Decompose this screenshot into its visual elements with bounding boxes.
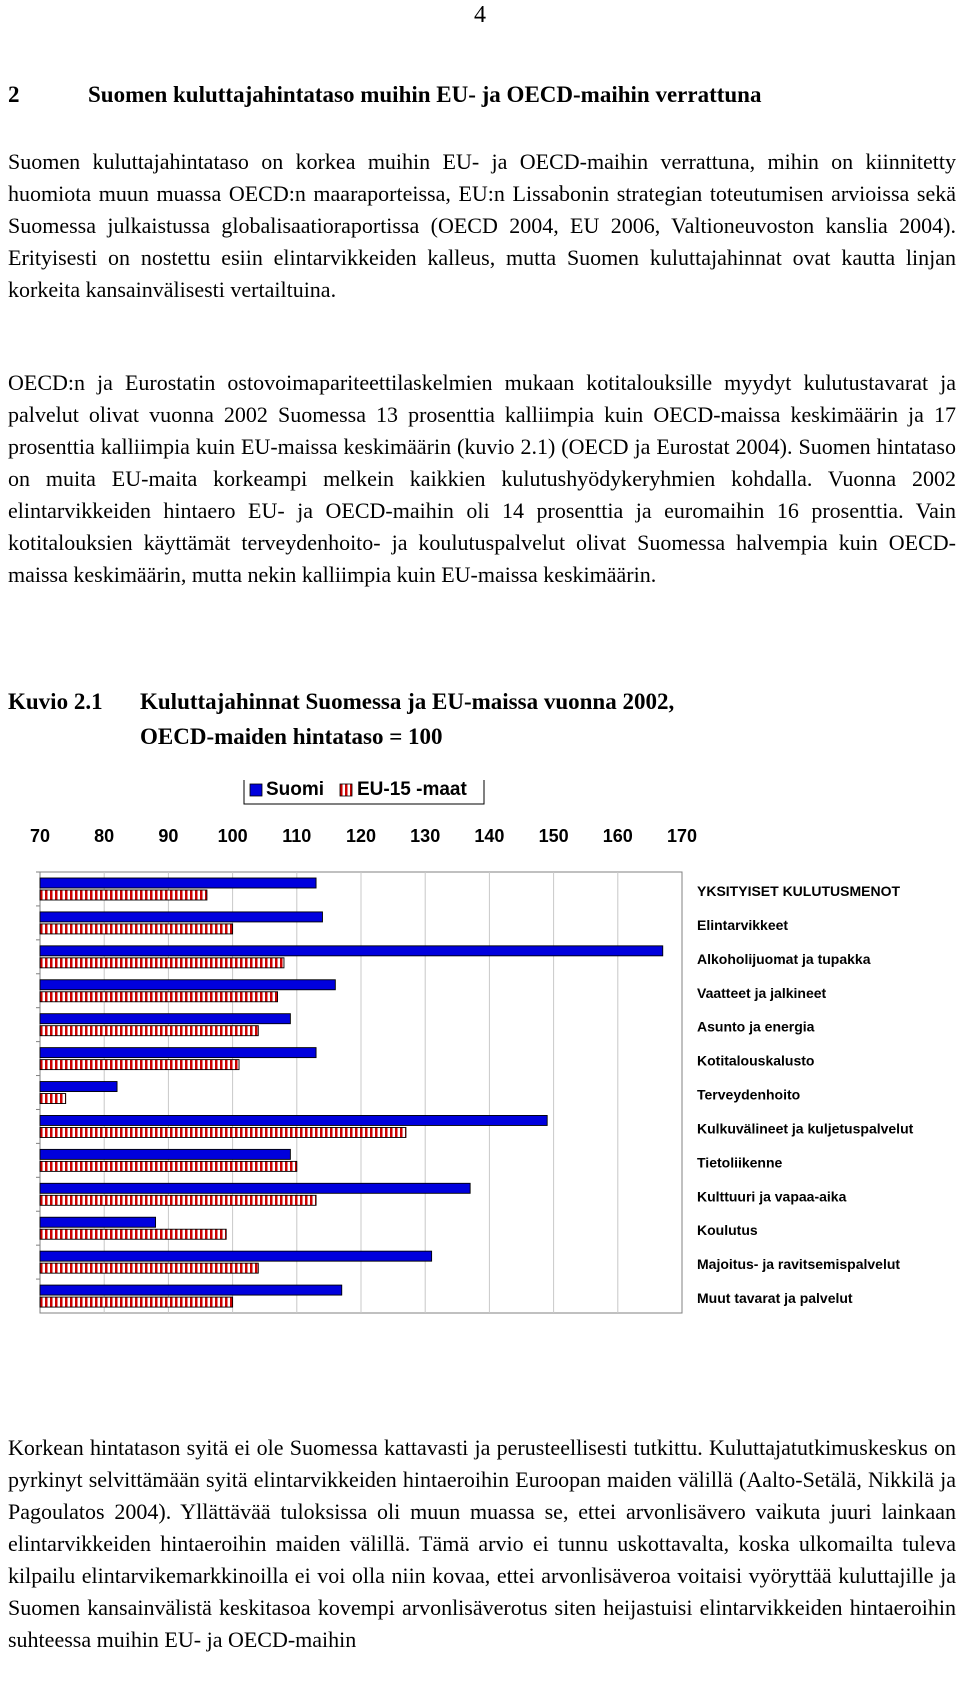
legend-swatch-suomi — [250, 784, 262, 796]
category-label: Tietoliikenne — [697, 1154, 783, 1171]
bar-eu15 — [40, 1195, 316, 1205]
x-tick-label: 70 — [29, 826, 51, 846]
page-number: 4 — [474, 2, 486, 28]
category-label: Asunto ja energia — [697, 1018, 815, 1035]
bar-eu15 — [40, 1161, 297, 1171]
x-tick-label: 140 — [474, 826, 505, 846]
x-tick-label: 160 — [602, 826, 633, 846]
price-level-chart — [0, 780, 960, 1340]
category-label: Kulkuvälineet ja kuljetuspalvelut — [697, 1120, 914, 1137]
paragraph-intro: Suomen kuluttajahintataso on korkea muihin EU- ja OECD-maihin verrattuna, mihin on kiinnitetty huomiota muun muassa OECD:n maaraporteissa, EU:n Lissabonin strategian toteutumisen arvioissa sekä Suomessa julkaistussa globalisaatioraportissa (OECD 2004, EU 2006, Valtioneuvoston kanslia 2004). Erityisesti on nostettu esiin elintarvikkeiden kalleus, mutta Suomen kuluttajahinnat ovat kautta linjan korkeita kansainvälisesti vertailtuina. — [8, 149, 956, 302]
section-number: 2 — [8, 82, 20, 107]
figure-title-line1: Kuluttajahinnat Suomessa ja EU-maissa vuonna 2002, — [140, 689, 675, 714]
legend-label-eu15: EU-15 -maat — [357, 780, 467, 800]
bar-suomi — [40, 1183, 470, 1193]
bar-eu15 — [40, 1229, 226, 1239]
bar-suomi — [40, 980, 335, 990]
category-label: YKSITYISET KULUTUSMENOT — [697, 883, 901, 899]
x-tick-label: 130 — [410, 826, 441, 846]
category-labels — [697, 883, 914, 1306]
figure-number: Kuvio 2.1 — [8, 689, 103, 714]
bar-eu15 — [40, 1297, 233, 1307]
category-label: Alkoholijuomat ja tupakka — [697, 950, 871, 967]
x-tick-label: 110 — [282, 826, 312, 846]
bar-eu15 — [40, 1127, 406, 1137]
bar-eu15 — [40, 890, 207, 900]
bar-suomi — [40, 1115, 547, 1125]
bar-eu15 — [40, 1060, 239, 1070]
bar-eu15 — [40, 1263, 258, 1273]
section-title: Suomen kuluttajahintataso muihin EU- ja OECD-maihin verrattuna — [88, 82, 762, 107]
category-label: Terveydenhoito — [697, 1086, 801, 1103]
bar-eu15 — [40, 1094, 66, 1104]
bar-suomi — [40, 1217, 156, 1227]
plot-area — [36, 872, 682, 1313]
bar-suomi — [40, 1149, 290, 1159]
x-tick-label: 90 — [158, 826, 179, 846]
bar-eu15 — [40, 958, 284, 968]
chart-legend — [244, 780, 484, 804]
category-label: Majoitus- ja ravitsemispalvelut — [697, 1256, 901, 1273]
x-tick-label: 80 — [94, 826, 115, 846]
bar-suomi — [40, 1251, 432, 1261]
x-tick-label: 170 — [666, 826, 698, 846]
figure-title-line2: OECD-maiden hintataso = 100 — [140, 724, 443, 749]
bar-suomi — [40, 1082, 117, 1092]
bar-suomi — [40, 912, 322, 922]
category-label: Elintarvikkeet — [697, 916, 789, 933]
bar-suomi — [40, 1285, 342, 1295]
category-label: Vaatteet ja jalkineet — [697, 984, 827, 1001]
category-label: Kotitalouskalusto — [697, 1052, 815, 1069]
category-label: Kulttuuri ja vapaa-aika — [697, 1188, 847, 1205]
legend-label-suomi: Suomi — [266, 780, 325, 800]
bar-suomi — [40, 946, 663, 956]
bar-eu15 — [40, 924, 233, 934]
category-label: Muut tavarat ja palvelut — [697, 1290, 853, 1307]
x-tick-label: 100 — [217, 826, 248, 846]
x-tick-label: 150 — [538, 826, 569, 846]
paragraph-oecd-eurostat: OECD:n ja Eurostatin ostovoimapariteettilaskelmien mukaan kotitalouksille myydyt kulutustavarat ja palvelut olivat vuonna 2002 Suomessa 13 prosenttia kalliimpia kuin OECD-maissa keskimäärin ja 17 prosenttia kalliimpia kuin EU-maissa keskimäärin (kuvio 2.1) (OECD ja Eurostat 2004). Suomen hintataso on muita EU-maita korkeampi melkein kaikkien kulutushyödykeryhmien kohdalla. Vuonna 2002 elintarvikkeiden hintaero EU- ja OECD-maihin oli 14 prosenttia ja euromaihin 16 prosenttia. Vain kotitalouksien käyttämät terveydenhoito- ja koulutuspalvelut olivat Suomessa halvempia kuin OECD-maissa keskimäärin, mutta nekin kalliimpia kuin EU-maissa keskimäärin. — [8, 370, 956, 587]
figure-caption — [8, 684, 674, 754]
paragraph-causes: Korkean hintatason syitä ei ole Suomessa kattavasti ja perusteellisesti tutkittu. Kuluttajatutkimuskeskus on pyrkinyt selvittämään syitä elintarvikkeiden hintaeroihin Euroopan maiden välillä (Aalto-Setälä, Nikkilä ja Pagoulatos 2004). Yllättävää tuloksissa oli muun muassa se, ettei arvonlisävero vaikuta juuri lainkaan elintarvikkeiden hintaeroihin maiden välillä. Tämä arvio ei tunnu uskottavalta, koska ulkomailta tuleva kilpailu elintarvikemarkkinoilla ei voi olla niin kovaa, ettei arvonlisäveroa voitaisi vyöryttää kuluttajille ja Suomen kansainvälistä keskitasoa kovempi arvonlisäverotus siten heijastuisi elintarvikkeiden hintaeroihin suhteessa muihin EU- ja OECD-maihin — [8, 1435, 956, 1652]
bar-eu15 — [40, 1026, 258, 1036]
bar-suomi — [40, 878, 316, 888]
bar-suomi — [40, 1014, 290, 1024]
x-axis-tick-labels — [30, 826, 697, 846]
legend-swatch-eu15 — [340, 784, 352, 796]
bar-eu15 — [40, 992, 278, 1002]
category-label: Koulutus — [697, 1222, 758, 1239]
section-heading — [8, 82, 761, 108]
x-tick-label: 120 — [345, 826, 377, 846]
bar-suomi — [40, 1048, 316, 1058]
